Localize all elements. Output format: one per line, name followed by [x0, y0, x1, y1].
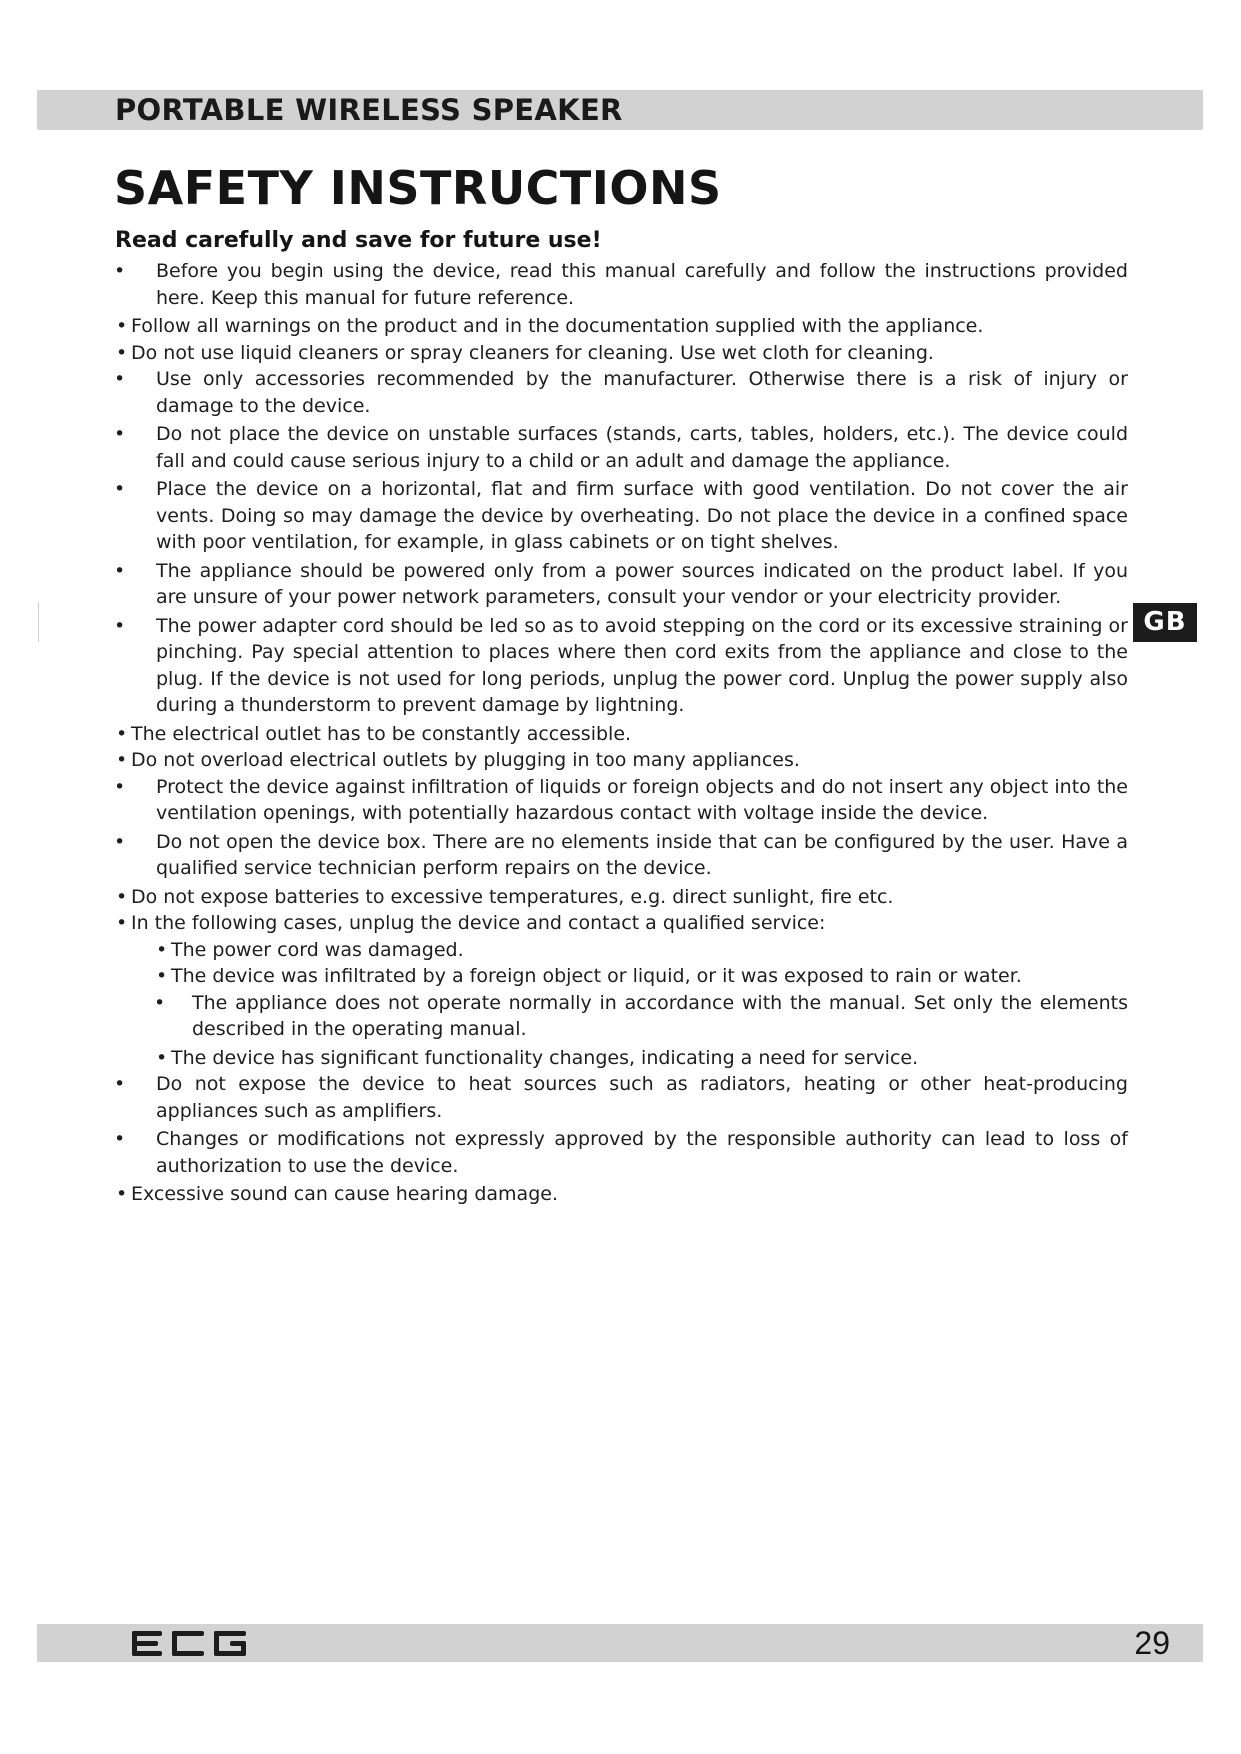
bullet-icon: • — [116, 1183, 128, 1205]
list-item — [112, 774, 1128, 827]
service-cases-list — [152, 937, 1128, 1072]
margin-line — [38, 602, 39, 642]
bullet-icon: • — [116, 885, 128, 908]
instructions-list — [112, 258, 1128, 1208]
instruction-text: The electrical outlet has to be constantly accessible. — [131, 722, 632, 745]
list-item — [112, 258, 1128, 311]
instruction-text: Protect the device against infiltration of liquids or foreign objects and do not insert any object into the ventilation openings, with potentially hazardous contact with voltage inside the device. — [156, 775, 1128, 824]
bullet-icon: • — [156, 1046, 168, 1069]
bullet-icon: • — [116, 315, 128, 337]
list-item — [112, 1071, 1128, 1124]
instruction-text: Do not expose the device to heat sources such as radiators, heating or other heat-producing appliances such as amplifiers. — [156, 1073, 1128, 1122]
bullet-icon: • — [114, 423, 126, 445]
page-title: SAFETY INSTRUCTIONS — [114, 161, 722, 215]
service-case-text: The appliance does not operate normally in accordance with the manual. Set only the elements described in the operating manual. — [192, 991, 1128, 1040]
bullet-icon: • — [114, 478, 126, 500]
language-tab: GB — [1133, 603, 1197, 642]
bullet-icon: • — [156, 938, 168, 961]
sub-list-item — [152, 990, 1128, 1043]
instruction-text: Do not open the device box. There are no elements inside that can be configured by the user. Have a qualified service technician perform repairs on the device. — [156, 830, 1128, 879]
instruction-text: Use only accessories recommended by the manufacturer. Otherwise there is a risk of injury or damage to the device. — [156, 368, 1128, 417]
bullet-icon: • — [116, 722, 128, 745]
ecg-logo — [130, 1627, 250, 1663]
bullet-icon: • — [116, 749, 128, 771]
instruction-text: Before you begin using the device, read this manual carefully and follow the instructions provided here. Keep this manual for future reference. — [156, 260, 1128, 309]
page-number: 29 — [1134, 1625, 1170, 1661]
instruction-text: Place the device on a horizontal, flat and firm surface with good ventilation. Do not cover the air vents. Doing so may damage the device by overheating. Do not place the device in a confined space with poor ventilation, for example, in glass cabinets or on tight shelves. — [156, 478, 1128, 553]
bullet-icon: • — [154, 991, 166, 1014]
instruction-text: Follow all warnings on the product and in the documentation supplied with the appliance. — [131, 315, 984, 337]
list-item — [112, 613, 1128, 719]
instruction-text: Changes or modifications not expressly approved by the responsible authority can lead to loss of authorization to use the device. — [156, 1128, 1128, 1177]
list-item — [112, 366, 1128, 419]
list-item — [112, 558, 1128, 611]
list-item — [112, 313, 1128, 340]
instruction-text: The appliance should be powered only from a power sources indicated on the product label. If you are unsure of your power network parameters, consult your vendor or your electricity provider. — [156, 559, 1128, 608]
list-item — [112, 884, 1128, 911]
document-header-title: PORTABLE WIRELESS SPEAKER — [115, 93, 623, 127]
bullet-icon: • — [116, 912, 128, 934]
service-case-text: The device has significant functionality changes, indicating a need for service. — [171, 1046, 919, 1069]
bullet-icon: • — [116, 341, 128, 364]
instruction-text: In the following cases, unplug the device and contact a qualified service: — [131, 912, 826, 934]
bullet-icon: • — [114, 368, 126, 390]
instruction-text: Do not place the device on unstable surfaces (stands, carts, tables, holders, etc.). The device could fall and could cause serious injury to a child or an adult and damage the appliance. — [156, 423, 1128, 472]
instruction-text: Do not expose batteries to excessive temperatures, e.g. direct sunlight, fire etc. — [131, 885, 894, 908]
sub-list-item — [152, 963, 1128, 990]
bullet-icon: • — [114, 614, 126, 637]
instruction-text: The power adapter cord should be led so as to avoid stepping on the cord or its excessive straining or pinching. Pay special attention to places where then cord exits from the appliance and close to the plug. If the device is not used for long periods, unplug the power cord. Unplug the power supply also during a thunderstorm to prevent damage by lightning. — [156, 614, 1128, 716]
list-item — [112, 721, 1128, 748]
page-subtitle: Read carefully and save for future use! — [115, 228, 602, 253]
instruction-text: Excessive sound can cause hearing damage. — [131, 1183, 558, 1205]
bullet-icon: • — [114, 1073, 126, 1095]
list-item — [112, 1181, 1128, 1208]
service-case-text: The power cord was damaged. — [171, 938, 464, 961]
sub-list-item — [152, 1045, 1128, 1072]
bullet-icon: • — [156, 965, 168, 987]
service-case-text: The device was infiltrated by a foreign object or liquid, or it was exposed to rain or water. — [171, 965, 1022, 987]
list-item — [112, 1126, 1128, 1179]
bullet-icon: • — [114, 1128, 126, 1150]
list-item — [112, 476, 1128, 556]
list-item — [112, 910, 1128, 937]
sub-list-item — [152, 937, 1128, 964]
bullet-icon: • — [114, 775, 126, 798]
ecg-logo-icon — [130, 1627, 250, 1659]
bullet-icon: • — [114, 260, 126, 282]
list-item — [112, 747, 1128, 774]
list-item — [112, 829, 1128, 882]
bullet-icon: • — [114, 559, 126, 582]
instruction-text: Do not overload electrical outlets by plugging in too many appliances. — [131, 749, 800, 771]
list-item — [112, 421, 1128, 474]
bullet-icon: • — [114, 830, 126, 853]
list-item — [112, 340, 1128, 367]
instruction-text: Do not use liquid cleaners or spray cleaners for cleaning. Use wet cloth for cleaning. — [131, 341, 934, 364]
